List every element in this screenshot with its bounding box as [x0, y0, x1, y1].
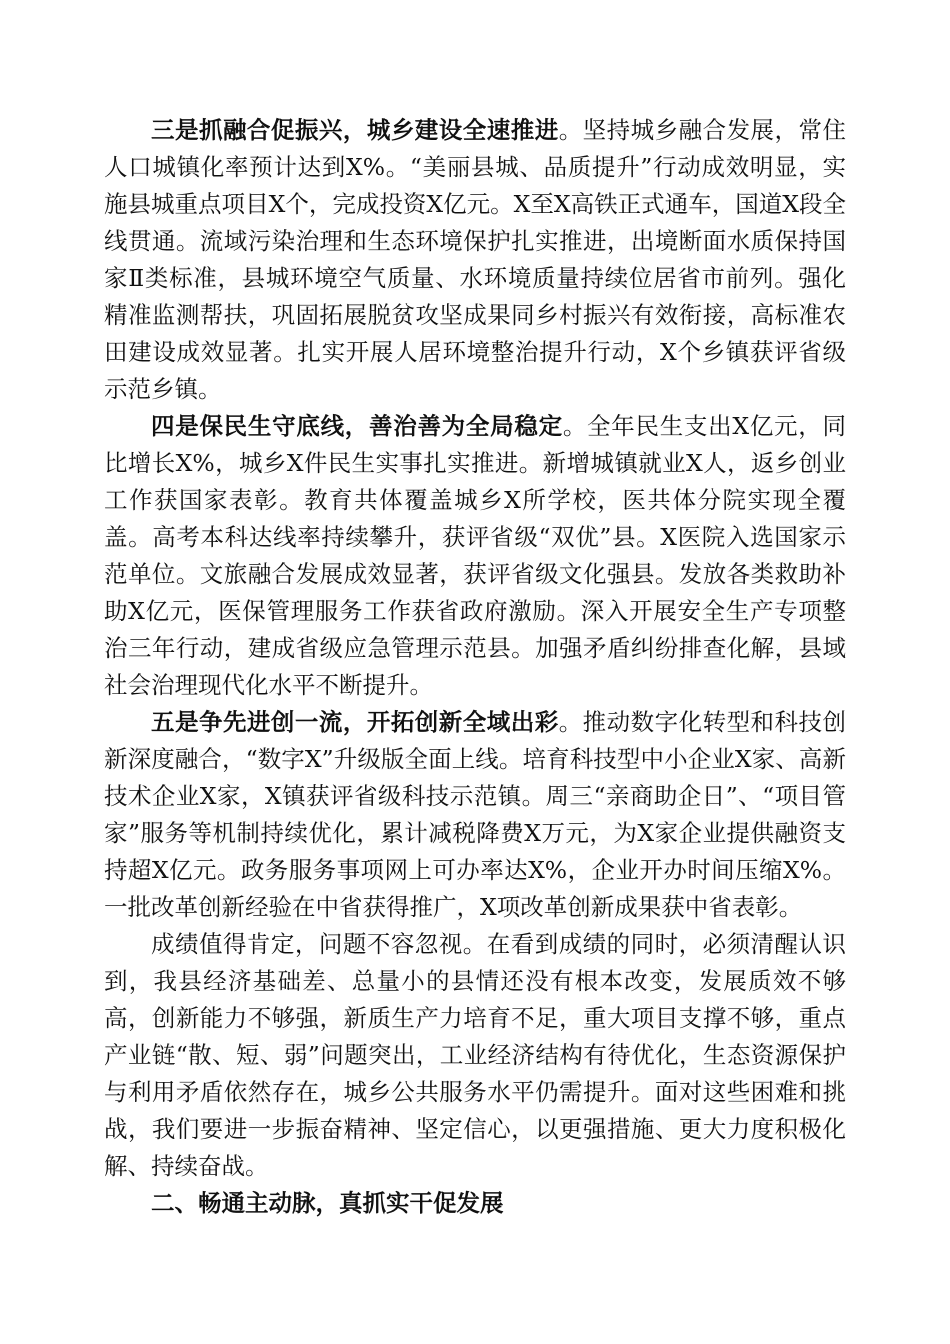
paragraph-lead: 三是抓融合促振兴，城乡建设全速推进 — [151, 116, 559, 144]
paragraph-innovation — [104, 704, 846, 926]
paragraph-lead: 四是保民生守底线，善治善为全局稳定 — [151, 412, 563, 440]
paragraph-body: 。推动数字化转型和科技创新深度融合，“数字X”升级版全面上线。培育科技型中小企业X家、高新技术企业X家，X镇获评省级科技示范镇。周三“亲商助企日”、“项目管家”服务等机制持续优化，累计减税降费X万元，为X家企业提供融资支持超X亿元。政务服务事项网上可办率达X%，企业开办时间压缩X%。一批改革创新经验在中省获得推广，X项改革创新成果获中省表彰。 — [104, 708, 847, 921]
section-heading: 二、畅通主动脉，真抓实干促发展 — [151, 1189, 504, 1217]
paragraph-lead: 五是争先进创一流，开拓创新全域出彩 — [151, 708, 559, 736]
paragraph-body: 成绩值得肯定，问题不容忽视。在看到成绩的同时，必须清醒认识到，我县经济基础差、总量小的县情还没有根本改变，发展质效不够高，创新能力不够强，新质生产力培育不足，重大项目支撑不够，重点产业链“散、短、弱”问题突出，工业经济结构有待优化，生态资源保护与利用矛盾依然存在，城乡公共服务水平仍需提升。面对这些困难和挑战，我们要进一步振奋精神、坚定信心，以更强措施、更大力度积极化解、持续奋战。 — [104, 930, 846, 1180]
paragraph-livelihood — [104, 408, 846, 704]
paragraph-urban-rural — [104, 112, 846, 408]
paragraph-body: 。全年民生支出X亿元，同比增长X%，城乡X件民生实事扎实推进。新增城镇就业X人，返乡创业工作获国家表彰。教育共体覆盖城乡X所学校，医共体分院实现全覆盖。高考本科达线率持续攀升，获评省级“双优”县。X医院入选国家示范单位。文旅融合发展成效显著，获评省级文化强县。发放各类救助补助X亿元，医保管理服务工作获省政府激励。深入开展安全生产专项整治三年行动，建成省级应急管理示范县。加强矛盾纠纷排查化解，县域社会治理现代化水平不断提升。 — [104, 412, 847, 699]
paragraph-problems — [104, 926, 846, 1185]
document-page — [104, 112, 846, 1222]
paragraph-body: 。坚持城乡融合发展，常住人口城镇化率预计达到X%。“美丽县城、品质提升”行动成效明显，实施县城重点项目X个，完成投资X亿元。X至X高铁正式通车，国道X段全线贯通。流域污染治理和生态环境保护扎实推进，出境断面水质保持国家Ⅱ类标准，县城环境空气质量、水环境质量持续位居省市前列。强化精准监测帮扶，巩固拓展脱贫攻坚成果同乡村振兴有效衔接，高标准农田建设成效显著。扎实开展人居环境整治提升行动，X个乡镇获评省级示范乡镇。 — [104, 116, 847, 403]
